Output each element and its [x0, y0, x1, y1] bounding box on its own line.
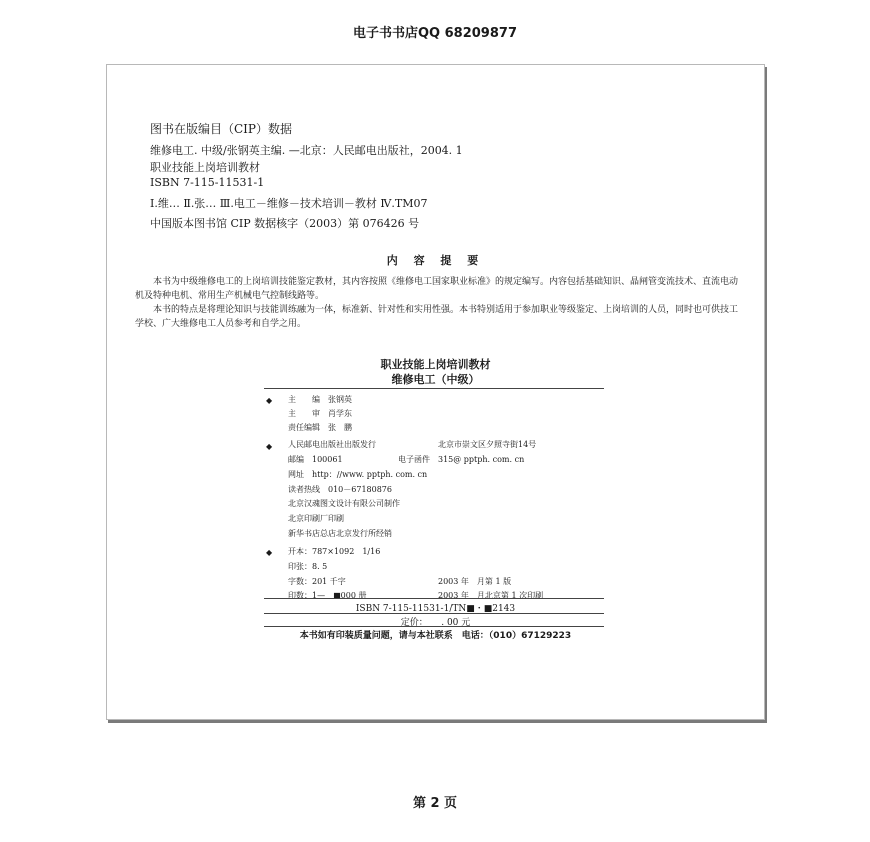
- publisher-line: 北京印刷厂印刷: [288, 514, 344, 523]
- publisher-line: 北京汉魂图文设计有限公司制作: [288, 499, 400, 508]
- divider: [264, 388, 604, 389]
- publisher-line: 网址 http：//www. pptph. com. cn: [288, 470, 428, 479]
- book-title: 维修电工（中级）: [391, 373, 480, 386]
- spec-line: 印张：8. 5: [288, 562, 328, 571]
- publisher-line-a: 邮编 100061: [288, 455, 343, 464]
- publisher-line: [288, 454, 525, 465]
- cip-line: ISBN 7-115-11531-1: [150, 176, 265, 189]
- spec-line-a: 字数：201 千字: [288, 577, 346, 586]
- bullet-icon: ◆: [266, 396, 273, 405]
- spec-line-b: 2003 年 月北京第 1 次印刷: [438, 591, 544, 600]
- spec-line: [288, 590, 544, 601]
- summary-title: 内 容 提 要: [386, 254, 485, 267]
- credit-line: 主 审 肖学东: [288, 409, 352, 418]
- summary-paragraph: 本书的特点是将理论知识与技能训练融为一体，标准新、针对性和实用性强。本书特别适用于参加职业等级鉴定、上岗培训的人员，同时也可供技工学校、广大维修电工人员参考和自学之用。: [135, 305, 739, 329]
- quality-notice: 本书如有印装质量问题，请与本社联系 电话：（010）67129223: [299, 631, 572, 641]
- cip-line: Ⅰ.维… Ⅱ.张… Ⅲ.电工－维修－技术培训－教材 Ⅳ.TM07: [150, 197, 428, 210]
- summary-paragraph: 本书为中级维修电工的上岗培训技能鉴定教材，其内容按照《维修电工国家职业标准》的规定编写。内容包括基础知识、晶闸管变流技术、直流电动机及特种电机、常用生产机械电气控制线路等。: [135, 277, 739, 301]
- cip-title: 图书在版编目（CIP）数据: [150, 122, 292, 136]
- divider: [264, 626, 604, 627]
- publisher-line: [288, 439, 537, 450]
- cip-line: 维修电工. 中级/张钢英主编. —北京：人民邮电出版社，2004. 1: [150, 144, 463, 157]
- price-line: 定价： . 00 元: [400, 618, 471, 628]
- credit-line: 主 编 张钢英: [288, 395, 352, 404]
- spec-line-b: 2003 年 月第 1 版: [438, 577, 512, 586]
- cip-line: 中国版本图书馆 CIP 数据核字（2003）第 076426 号: [150, 217, 420, 230]
- bullet-icon: ◆: [266, 548, 273, 557]
- publisher-line-b: 北京市崇文区夕照寺街14号: [438, 440, 537, 449]
- credit-line: 责任编辑 张 鹏: [288, 423, 352, 432]
- publisher-line: 读者热线 010－67180876: [288, 485, 392, 494]
- series-title: 职业技能上岗培训教材: [380, 358, 491, 371]
- spec-line: 开本：787×1092 1/16: [288, 547, 381, 556]
- isbn-line: ISBN 7-115-11531-1/TN■・■2143: [355, 604, 516, 614]
- spec-line-a: 印数：1— ■000 册: [288, 591, 367, 600]
- publisher-line-a: 人民邮电出版社出版发行: [288, 440, 376, 449]
- publisher-line: 新华书店总店北京发行所经销: [288, 529, 392, 538]
- cip-line: 职业技能上岗培训教材: [150, 161, 260, 174]
- publisher-line-b: 电子函件 315@ pptph. com. cn: [398, 455, 525, 464]
- divider: [264, 613, 604, 614]
- bullet-icon: ◆: [266, 442, 273, 451]
- divider: [264, 598, 604, 599]
- page-header: 电子书书店QQ 68209877: [353, 26, 517, 41]
- spec-line: [288, 576, 512, 587]
- book-copyright-page: [106, 64, 765, 720]
- page-number: 第 2 页: [412, 796, 458, 811]
